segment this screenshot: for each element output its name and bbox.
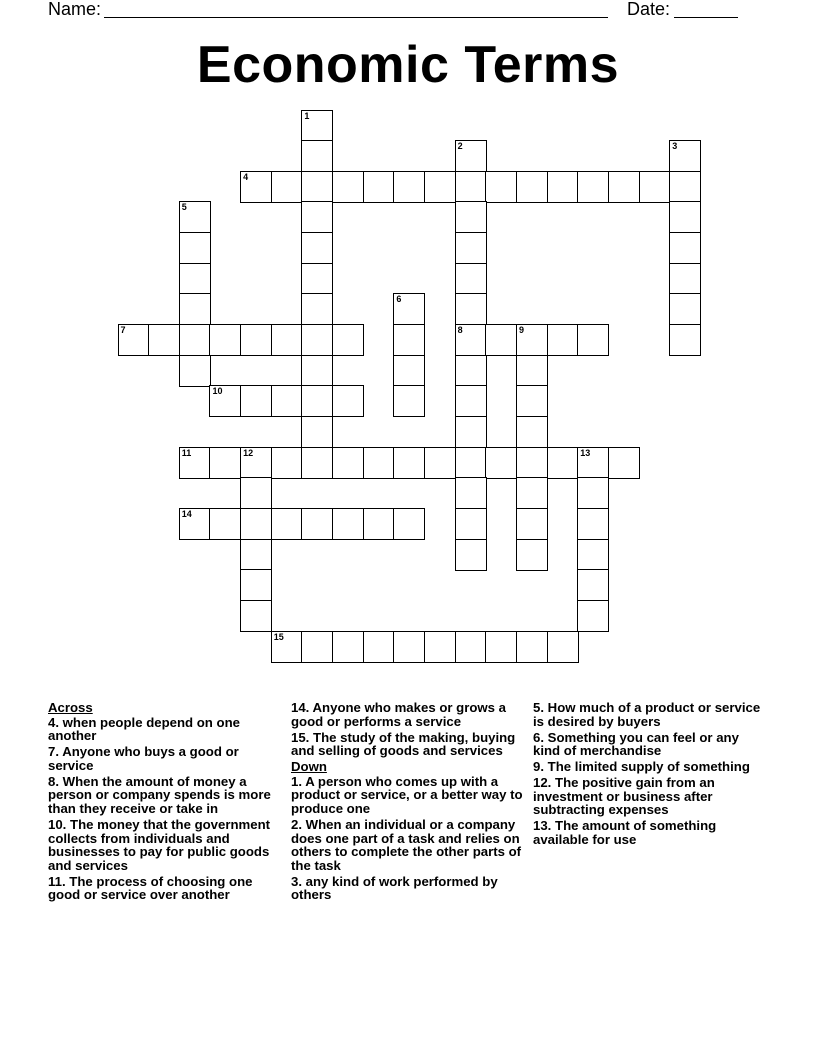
grid-cell[interactable] bbox=[393, 355, 425, 387]
grid-cell[interactable] bbox=[455, 447, 487, 479]
grid-cell[interactable] bbox=[669, 171, 701, 203]
clue-number-label: 9 bbox=[518, 325, 524, 336]
clue-number-label: 11 bbox=[181, 447, 192, 458]
clue-across-7 bbox=[48, 745, 280, 772]
grid-cell[interactable] bbox=[179, 263, 211, 295]
clue-text: Anyone who makes or grows a good or performs a service bbox=[291, 700, 506, 729]
grid-cell[interactable] bbox=[301, 201, 333, 233]
grid-cell[interactable] bbox=[516, 508, 548, 540]
clue-number-label: 5 bbox=[181, 202, 187, 213]
grid-cell[interactable] bbox=[455, 508, 487, 540]
grid-cell[interactable] bbox=[424, 171, 456, 203]
grid-cell[interactable] bbox=[516, 539, 548, 571]
clue-number-label: 13 bbox=[580, 447, 591, 458]
grid-cell[interactable] bbox=[547, 324, 579, 356]
grid-cell[interactable] bbox=[547, 171, 579, 203]
grid-cell[interactable] bbox=[332, 171, 364, 203]
grid-cell[interactable] bbox=[577, 600, 609, 632]
grid-cell[interactable] bbox=[301, 263, 333, 295]
grid-cell[interactable] bbox=[516, 355, 548, 387]
grid-cell[interactable] bbox=[455, 385, 487, 417]
clue-across-8 bbox=[48, 775, 280, 816]
clue-number: 15. bbox=[291, 729, 310, 745]
grid-cell[interactable] bbox=[485, 631, 517, 663]
clue-number-label: 7 bbox=[120, 325, 126, 336]
grid-cell[interactable] bbox=[118, 324, 150, 356]
grid-cell[interactable] bbox=[301, 232, 333, 264]
grid-cell[interactable] bbox=[547, 631, 579, 663]
clue-text: The amount of something available for use bbox=[533, 818, 717, 847]
grid-cell[interactable] bbox=[455, 324, 487, 356]
grid-cell[interactable] bbox=[577, 447, 609, 479]
grid-cell[interactable] bbox=[240, 600, 272, 632]
clues-column-1 bbox=[48, 701, 280, 904]
clue-number-label: 14 bbox=[181, 508, 192, 519]
grid-cell[interactable] bbox=[179, 355, 211, 387]
grid-cell[interactable] bbox=[577, 539, 609, 571]
grid-cell[interactable] bbox=[240, 385, 272, 417]
grid-cell[interactable] bbox=[363, 447, 395, 479]
grid-cell[interactable] bbox=[455, 201, 487, 233]
grid-cell[interactable] bbox=[393, 324, 425, 356]
clue-number: 9. bbox=[533, 759, 544, 775]
clue-text: The study of the making, buying and selling of goods and services bbox=[291, 729, 516, 759]
grid-cell[interactable] bbox=[240, 569, 272, 601]
grid-cell[interactable] bbox=[547, 447, 579, 479]
date-label: Date: bbox=[627, 0, 671, 19]
grid-cell[interactable] bbox=[301, 416, 333, 448]
grid-cell[interactable] bbox=[301, 171, 333, 203]
grid-cell[interactable] bbox=[240, 171, 272, 203]
grid-cell[interactable] bbox=[669, 324, 701, 356]
clue-number-label: 10 bbox=[212, 386, 223, 397]
grid-cell[interactable] bbox=[179, 232, 211, 264]
grid-cell[interactable] bbox=[271, 508, 303, 540]
grid-cell[interactable] bbox=[240, 539, 272, 571]
grid-cell[interactable] bbox=[301, 447, 333, 479]
name-label: Name: bbox=[48, 0, 102, 19]
grid-cell[interactable] bbox=[148, 324, 180, 356]
grid-cell[interactable] bbox=[455, 140, 487, 172]
grid-cell[interactable] bbox=[455, 232, 487, 264]
clue-number: 8. bbox=[48, 773, 59, 789]
grid-cell[interactable] bbox=[669, 232, 701, 264]
grid-cell[interactable] bbox=[485, 171, 517, 203]
clue-number-label: 8 bbox=[457, 325, 463, 336]
grid-cell[interactable] bbox=[209, 508, 241, 540]
clue-number-label: 2 bbox=[457, 141, 463, 152]
grid-cell[interactable] bbox=[577, 324, 609, 356]
across-heading: Across bbox=[48, 700, 93, 715]
grid-cell[interactable] bbox=[393, 447, 425, 479]
clue-number-label: 4 bbox=[243, 171, 249, 182]
grid-cell[interactable] bbox=[301, 508, 333, 540]
grid-cell[interactable] bbox=[301, 355, 333, 387]
clue-number-label: 15 bbox=[273, 631, 284, 642]
clue-text: A person who comes up with a product or service, or a better way to produce one bbox=[291, 773, 523, 816]
grid-cell[interactable] bbox=[332, 508, 364, 540]
clues-column-2 bbox=[291, 701, 523, 904]
grid-cell[interactable] bbox=[332, 324, 364, 356]
clue-number: 11. bbox=[48, 873, 66, 889]
grid-cell[interactable] bbox=[332, 631, 364, 663]
down-heading: Down bbox=[291, 759, 327, 775]
grid-cell[interactable] bbox=[577, 508, 609, 540]
grid-cell[interactable] bbox=[240, 477, 272, 509]
grid-cell[interactable] bbox=[516, 477, 548, 509]
clue-number: 13. bbox=[533, 818, 552, 834]
grid-cell[interactable] bbox=[393, 508, 425, 540]
grid-cell[interactable] bbox=[240, 447, 272, 479]
clue-text: The process of choosing one good or service over another bbox=[48, 873, 253, 903]
grid-cell[interactable] bbox=[455, 355, 487, 387]
clue-number: 4. bbox=[48, 714, 59, 730]
grid-cell[interactable] bbox=[363, 508, 395, 540]
grid-cell[interactable] bbox=[363, 171, 395, 203]
grid-cell[interactable] bbox=[332, 385, 364, 417]
clue-down-2 bbox=[291, 818, 523, 872]
clue-text: any kind of work performed by others bbox=[291, 873, 498, 903]
grid-cell[interactable] bbox=[301, 324, 333, 356]
grid-cell[interactable] bbox=[393, 631, 425, 663]
clue-across-10 bbox=[48, 818, 280, 872]
clue-number: 6. bbox=[533, 729, 544, 745]
grid-cell[interactable] bbox=[485, 447, 517, 479]
clue-number: 12. bbox=[533, 775, 552, 791]
grid-cell[interactable] bbox=[455, 631, 487, 663]
grid-cell[interactable] bbox=[516, 385, 548, 417]
clue-text: When an individual or a company does one part of a task and relies on others to complete the other parts of the task bbox=[291, 816, 522, 873]
clue-down-9 bbox=[533, 760, 763, 774]
grid-cell[interactable] bbox=[301, 293, 333, 325]
grid-cell[interactable] bbox=[179, 508, 211, 540]
page-title: Economic Terms bbox=[196, 36, 620, 94]
grid-cell[interactable] bbox=[577, 477, 609, 509]
grid-cell[interactable] bbox=[516, 631, 548, 663]
grid-cell[interactable] bbox=[516, 324, 548, 356]
clue-across-11 bbox=[48, 875, 280, 902]
clue-number: 3. bbox=[291, 873, 302, 889]
grid-cell[interactable] bbox=[608, 171, 640, 203]
clue-down-6 bbox=[533, 731, 763, 758]
grid-cell[interactable] bbox=[393, 385, 425, 417]
clue-number: 14. bbox=[291, 700, 310, 715]
clue-number-label: 3 bbox=[672, 141, 678, 152]
grid-cell[interactable] bbox=[363, 631, 395, 663]
clue-number: 1. bbox=[291, 773, 302, 789]
grid-cell[interactable] bbox=[301, 140, 333, 172]
grid-cell[interactable] bbox=[332, 447, 364, 479]
grid-cell[interactable] bbox=[577, 569, 609, 601]
clue-text: The positive gain from an investment or business after subtracting expenses bbox=[533, 775, 715, 818]
grid-cell[interactable] bbox=[455, 416, 487, 448]
clue-number-label: 1 bbox=[304, 110, 310, 121]
grid-cell[interactable] bbox=[669, 263, 701, 295]
grid-cell[interactable] bbox=[179, 201, 211, 233]
clue-text: How much of a product or service is desired by buyers bbox=[533, 700, 761, 729]
grid-cell[interactable] bbox=[455, 263, 487, 295]
clue-text: Anyone who buys a good or service bbox=[48, 744, 239, 773]
clue-number: 7. bbox=[48, 744, 59, 760]
grid-cell[interactable] bbox=[455, 477, 487, 509]
grid-cell[interactable] bbox=[271, 171, 303, 203]
grid-cell[interactable] bbox=[179, 293, 211, 325]
grid-cell[interactable] bbox=[209, 447, 241, 479]
clues-column-3 bbox=[533, 701, 763, 849]
clue-number-label: 6 bbox=[396, 294, 402, 305]
clue-number: 2. bbox=[291, 816, 302, 832]
clue-across-14 bbox=[291, 701, 523, 728]
grid-cell[interactable] bbox=[240, 324, 272, 356]
grid-cell[interactable] bbox=[301, 385, 333, 417]
grid-cell[interactable] bbox=[271, 447, 303, 479]
clue-text: The money that the government collects from individuals and businesses to pay for public goods and services bbox=[48, 816, 271, 873]
clue-text: The limited supply of something bbox=[547, 759, 750, 775]
grid-cell[interactable] bbox=[669, 140, 701, 172]
grid-cell[interactable] bbox=[516, 447, 548, 479]
grid-cell[interactable] bbox=[424, 631, 456, 663]
grid-cell[interactable] bbox=[608, 447, 640, 479]
clue-down-5 bbox=[533, 701, 763, 728]
clue-across-15 bbox=[291, 731, 523, 758]
grid-cell[interactable] bbox=[485, 324, 517, 356]
grid-cell[interactable] bbox=[455, 293, 487, 325]
grid-cell[interactable] bbox=[455, 171, 487, 203]
grid-cell[interactable] bbox=[301, 110, 333, 142]
grid-cell[interactable] bbox=[240, 508, 272, 540]
clue-number: 5. bbox=[533, 700, 544, 715]
grid-cell[interactable] bbox=[393, 171, 425, 203]
clue-text: Something you can feel or any kind of merchandise bbox=[533, 729, 739, 759]
grid-cell[interactable] bbox=[669, 201, 701, 233]
clue-text: When the amount of money a person or company spends is more than they receive or take in bbox=[48, 773, 271, 816]
clue-text: when people depend on one another bbox=[48, 714, 240, 744]
clue-down-13 bbox=[533, 819, 763, 846]
grid-cell[interactable] bbox=[179, 324, 211, 356]
clue-down-12 bbox=[533, 776, 763, 817]
grid-cell[interactable] bbox=[209, 385, 241, 417]
grid-cell[interactable] bbox=[271, 631, 303, 663]
grid-cell[interactable] bbox=[301, 631, 333, 663]
grid-cell[interactable] bbox=[271, 324, 303, 356]
grid-cell[interactable] bbox=[639, 171, 671, 203]
clue-down-3 bbox=[291, 875, 523, 902]
grid-cell[interactable] bbox=[577, 171, 609, 203]
grid-cell[interactable] bbox=[516, 416, 548, 448]
grid-cell[interactable] bbox=[209, 324, 241, 356]
clue-across-4 bbox=[48, 716, 280, 743]
grid-cell[interactable] bbox=[669, 293, 701, 325]
clue-number: 10. bbox=[48, 816, 67, 832]
grid-cell[interactable] bbox=[271, 385, 303, 417]
clue-down-1 bbox=[291, 775, 523, 816]
grid-cell[interactable] bbox=[455, 539, 487, 571]
grid-cell[interactable] bbox=[424, 447, 456, 479]
grid-cell[interactable] bbox=[179, 447, 211, 479]
clue-number-label: 12 bbox=[243, 447, 254, 458]
grid-cell[interactable] bbox=[393, 293, 425, 325]
grid-cell[interactable] bbox=[516, 171, 548, 203]
